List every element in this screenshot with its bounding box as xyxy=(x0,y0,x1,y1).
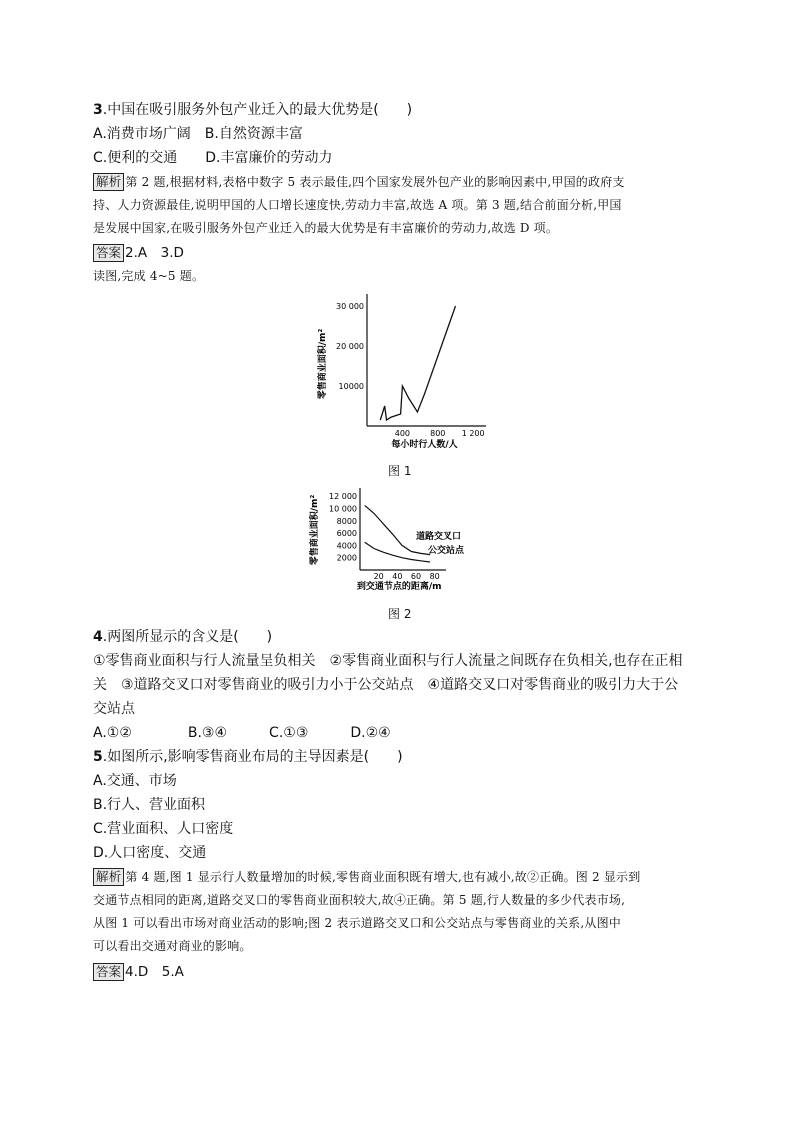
answer-2 xyxy=(93,962,184,982)
question-5-option-d: D.人口密度、交通 xyxy=(93,845,207,861)
question-4-text: .两图所显示的含义是( ) xyxy=(102,629,273,645)
explanation-1-text-1: 第 2 题,根据材料,表格中数字 5 表示最佳,四个国家发展外包产业的影响因素中,甲国的政府支 xyxy=(125,175,625,189)
figure-2-chart xyxy=(308,484,508,596)
question-4-statement-line-1: ①零售商业面积与行人流量呈负相关 ②零售商业面积与行人流量之间既存在负相关,也存在正相 xyxy=(93,653,683,669)
y-tick-label: 6000 xyxy=(336,529,357,539)
series-line-road-intersection xyxy=(365,505,430,554)
x-tick-label: 80 xyxy=(429,572,440,581)
question-5-number: 5 xyxy=(93,749,103,765)
y-tick-label: 20 000 xyxy=(336,342,364,351)
explanation-1-line-3: 是发展中国家,在吸引服务外包产业迁入的最大优势是有丰富廉价的劳动力,故选 D 项。 xyxy=(93,221,559,235)
question-4-options: A.①② B.③④ C.①③ D.②④ xyxy=(93,725,391,741)
question-5-option-a: A.交通、市场 xyxy=(93,773,177,789)
x-tick-label: 800 xyxy=(430,429,446,438)
explanation-2-line-4: 可以看出交通对商业的影响。 xyxy=(93,939,252,953)
y-tick-label: 8000 xyxy=(336,516,357,526)
figure-1-chart xyxy=(310,292,490,450)
intro-text: 读图,完成 4~5 题。 xyxy=(93,269,205,283)
y-axis-label: 零售商业面积/m² xyxy=(310,494,320,566)
y-tick-label: 2000 xyxy=(336,553,357,563)
x-tick-label: 1 200 xyxy=(461,429,485,438)
answer-1-text: 2.A 3.D xyxy=(125,245,184,261)
explanation-2-text-1: 第 4 题,图 1 显示行人数量增加的时候,零售商业面积既有增大,也有减小,故②正确。图 2 显示到 xyxy=(125,870,641,884)
figure-2-caption: 图 2 xyxy=(388,607,412,621)
question-3-options-ab: A.消费市场广阔 B.自然资源丰富 xyxy=(93,126,303,142)
x-tick-label: 20 xyxy=(373,572,384,581)
y-tick-label: 4000 xyxy=(336,541,357,551)
question-3-stem xyxy=(93,100,412,120)
y-tick-label: 10000 xyxy=(338,382,364,391)
answer-tag: 答案 xyxy=(93,963,124,981)
series-line-bus-stop xyxy=(365,542,430,562)
series-line xyxy=(380,306,455,420)
question-4-stem xyxy=(93,627,272,647)
explanation-1-line-1 xyxy=(93,173,625,191)
question-4-statement-line-2: 关 ③道路交叉口对零售商业的吸引力小于公交站点 ④道路交叉口对零售商业的吸引力大于公 xyxy=(93,677,679,693)
x-tick-label: 40 xyxy=(392,572,403,581)
y-tick-label: 12 000 xyxy=(329,492,357,502)
question-4-statement-line-3: 交站点 xyxy=(93,701,135,717)
explanation-tag: 解析 xyxy=(93,173,124,191)
y-tick-label: 10 000 xyxy=(329,504,357,514)
x-tick-label: 400 xyxy=(394,429,411,438)
answer-1 xyxy=(93,243,184,263)
question-3-number: 3 xyxy=(93,102,103,118)
x-axis-label: 每小时行人数/人 xyxy=(391,440,458,450)
question-3-options-cd: C.便利的交通 D.丰富廉价的劳动力 xyxy=(93,150,333,166)
series-label-bus-stop: 公交站点 xyxy=(428,546,465,556)
figure-1-caption: 图 1 xyxy=(388,464,412,478)
explanation-2-line-2: 交通节点相同的距离,道路交叉口的零售商业面积较大,故④正确。第 5 题,行人数量的多少代表市场, xyxy=(93,893,626,907)
series-label-road-intersection: 道路交叉口 xyxy=(416,532,462,542)
x-tick-label: 60 xyxy=(410,572,422,581)
explanation-2-line-3: 从图 1 可以看出市场对商业活动的影响;图 2 表示道路交叉口和公交站点与零售商业的关系,从图中 xyxy=(93,916,621,930)
y-axis-label: 零售商业面积/m² xyxy=(318,328,328,400)
question-4-number: 4 xyxy=(93,629,103,645)
x-axis-label: 到交通节点的距离/m xyxy=(356,582,442,592)
answer-2-text: 4.D 5.A xyxy=(125,964,184,980)
explanation-1-line-2: 持、人力资源最佳,说明甲国的人口增长速度快,劳动力丰富,故选 A 项。第 3 题,结合前面分析,甲国 xyxy=(93,198,622,212)
question-3-text: .中国在吸引服务外包产业迁入的最大优势是( ) xyxy=(102,102,413,118)
explanation-tag: 解析 xyxy=(93,868,124,886)
question-5-text: .如图所示,影响零售商业布局的主导因素是( ) xyxy=(102,749,403,765)
explanation-2-line-1 xyxy=(93,868,640,886)
answer-tag: 答案 xyxy=(93,244,124,262)
question-5-option-c: C.营业面积、人口密度 xyxy=(93,821,234,837)
question-5-option-b: B.行人、营业面积 xyxy=(93,797,206,813)
question-5-stem xyxy=(93,747,403,767)
y-tick-label: 30 000 xyxy=(336,302,364,311)
